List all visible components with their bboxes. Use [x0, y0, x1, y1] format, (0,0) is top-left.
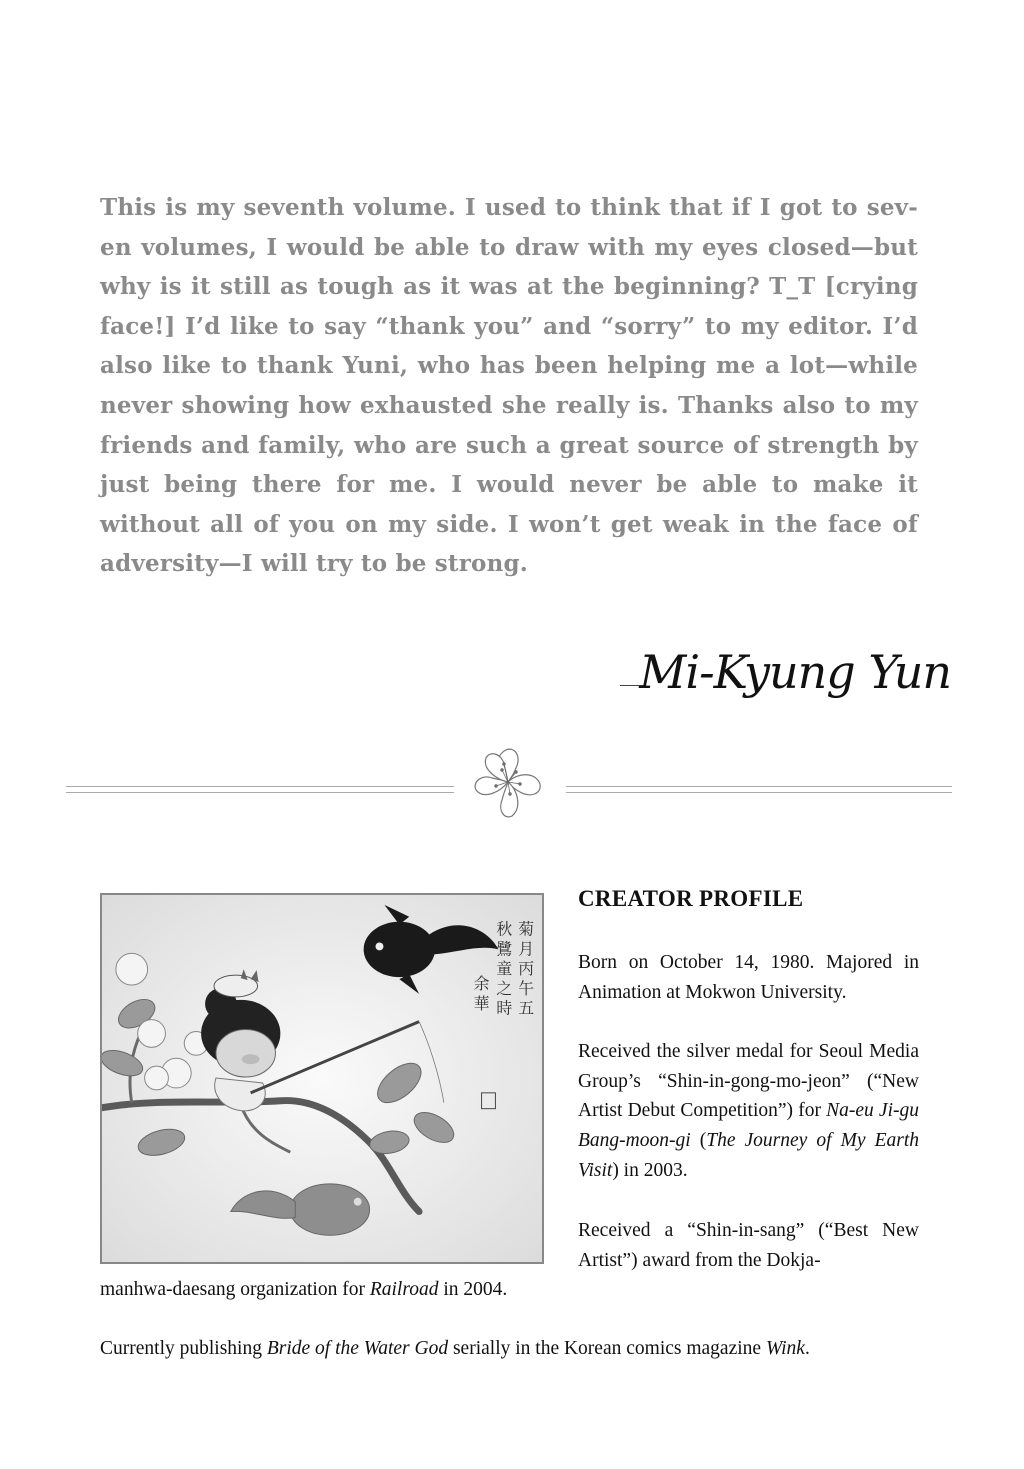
profile-current: Currently publishing Bride of the Water God serially in the Korean comics magazine Wink. [100, 1338, 810, 1359]
svg-text:時: 時 [496, 998, 513, 1018]
flower-blossom-icon [466, 742, 550, 826]
svg-text:丙: 丙 [518, 959, 535, 979]
svg-text:菊: 菊 [518, 919, 535, 939]
svg-text:秋: 秋 [496, 919, 513, 939]
profile-award-1: Received the silver medal for Seoul Media Group’s “Shin-in-gong-mo-jeon” (“New Artist Debut Competition”) for Na-eu Ji-gu Bang-moon-gi (The Journey of My Earth Visit) in 2003. [578, 1041, 919, 1181]
svg-text:午: 午 [518, 978, 535, 998]
divider-left [66, 786, 454, 793]
svg-text:童: 童 [496, 959, 513, 979]
svg-text:之: 之 [496, 978, 513, 998]
svg-text:月: 月 [518, 939, 535, 959]
profile-award-2-line2: manhwa-daesang organization for Railroad in 2004. [100, 1279, 508, 1300]
author-note: This is my seventh volume. I used to think that if I got to sev-en volumes, I would be able to draw with my eyes closed—but why is it still as tough as it was at the beginning? T_T [crying face!] I’d like to say “thank you” and “sorry” to my editor. I’d also like to thank Yuni, who has been helping me a lot—while never showing how exhausted she really is. Thanks also to my friends and family, who are such a great source of strength by just being there for me. I would never be able to make it without all of you on my side. I won’t get weak in the face of adversity—I will try to be strong. [100, 194, 918, 578]
svg-text:五: 五 [518, 998, 535, 1018]
profile-born: Born on October 14, 1980. Majored in Animation at Mokwon University. [578, 952, 919, 1003]
svg-text:余: 余 [473, 973, 490, 993]
author-signature: Mi-Kyung Yun [639, 645, 951, 699]
svg-text:鷺: 鷺 [496, 939, 513, 959]
divider-right [566, 786, 952, 793]
ink-painting-illustration [100, 893, 544, 1264]
profile-award-2-line1: Received a “Shin-in-sang” (“Best New Artist”) award from the Dokja- [578, 1220, 919, 1271]
profile-title: CREATOR PROFILE [578, 886, 804, 911]
svg-text:華: 華 [473, 993, 490, 1013]
